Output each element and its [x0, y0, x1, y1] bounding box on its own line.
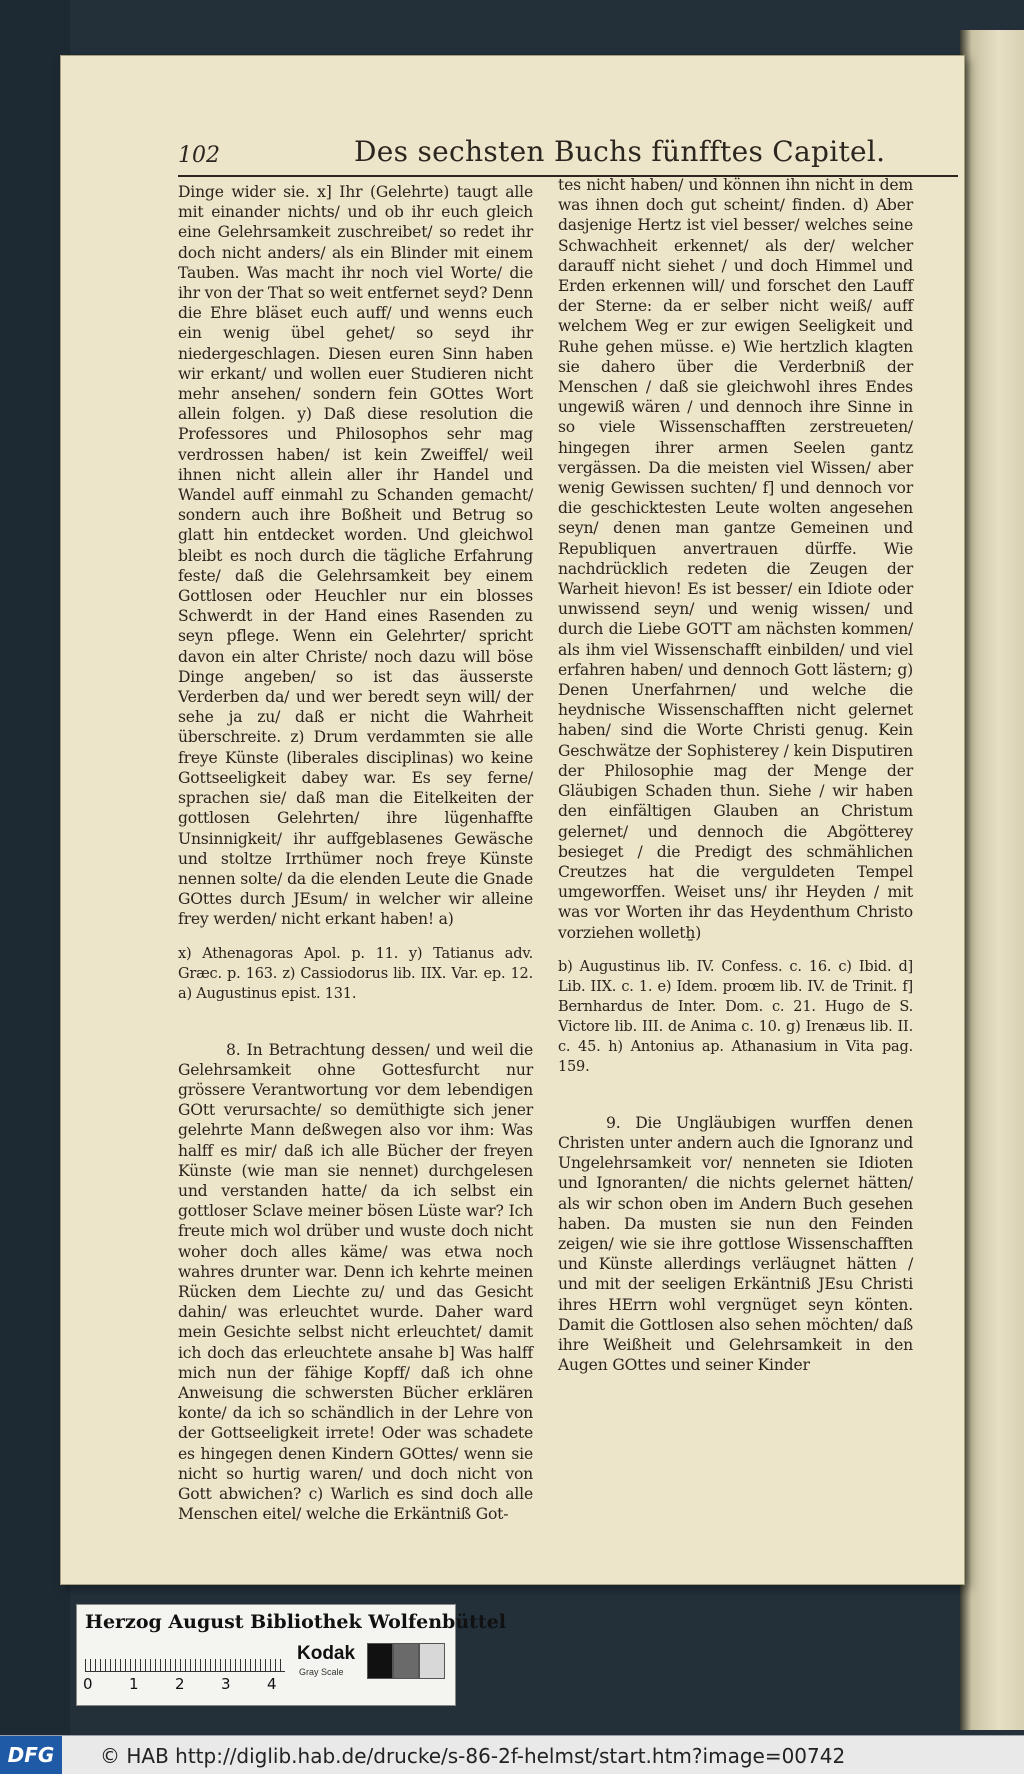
page-number: 102: [178, 143, 220, 168]
left-column: [178, 182, 533, 1524]
scale-ruler: [85, 1645, 285, 1672]
right-footnotes: b) Augustinus lib. IV. Confess. c. 16. c) Ibid. d] Lib. IIX. c. 1. e) Idem. proœm lib. IV. de Trinit. f] Bernhardus de Inter. Dom. c. 21. Hugo de S. Victore lib. III. de Anima c. 10. g) Irenæus lib. II. c. 45. h) Antonius ap. Athanasium in Vita pag. 159.: [558, 958, 913, 1075]
ruler-label: 3: [221, 1675, 231, 1693]
left-paragraph-2: 8. In Betrachtung dessen/ und weil die Gelehrsamkeit ohne Gottesfurcht nur grössere Verantwortung vor dem lebendigen GOtt verursachte/ so demüthigte sich jener gelehrte Mann deßwegen also vor ihm: Was halff es mir/ daß ich alle Bücher der freyen Künste (wie man sie nennet) durchgelesen und verstanden hatte/ da ich selbst ein gottloser Sclave meiner bösen Lüste war? Ich freute mich wol drüber und wuste doch nicht woher doch alles käme/ was etwa noch wahres drunter war. Denn ich kehrte meinen Rücken dem Liechte zu/ und das Gesicht dahin/ was erleuchtet wurde. Daher ward mein Gesichte selbst nicht erleuchtet/ damit ich doch das erleuchtete ansahe b] Was halff mich nun der fähige Kopff/ daß ich ohne Anweisung die schwersten Bücher erklären konte/ da ich so schändlich in der Lehre von der Gottseeligkeit irrete! Oder was schadete es hingegen denen Kindern GOttes/ wenn sie nicht so hurtig waren/ und doch nicht von Gott abwichen? c) Warlich es sind doch alle Menschen eitel/ welche die Erkäntniß Got-: [178, 1040, 533, 1524]
left-paragraph-1: Dinge wider sie. x] Ihr (Gelehrte) taugt alle mit einander nichts/ und ob ihr euch gleich eine Gelehrsamkeit zuschreibet/ so redet ihr doch nicht anders/ als ein Blinder mit einem Tauben. Was macht ihr noch viel Worte/ die ihr von der That so weit entfernet seyd? Denn die Ehre bläset euch auff/ und wenns euch ein wenig übel gehet/ so seyd ihr niedergeschlagen. Diesen euren Sinn haben wir erkant/ und wollen euer Studieren nicht mehr ansehen/ sondern fein GOttes Wort allein folgen. y) Daß diese resolution die Professores und Philosophos sehr mag verdrossen haben/ ist kein Zweiffel/ weil ihnen nicht allein aller ihr Handel und Wandel auff einmahl zu Schanden gemacht/ sondern auch ihre Boßheit und Betrug so glatt hin entdecket worden. Und gleichwol bleibt es noch durch die tägliche Erfahrung feste/ daß die Gelehrsamkeit bey einem Gottlosen oder Heuchler nur ein blosses Schwerdt in der Hand eines Rasenden zu seyn pflege. Wenn ein Gelehrter/ spricht davon ein alter Christe/ noch dazu will böse Dinge angeben/ so ist das äusserste Verderben da/ und wer beredt seyn will/ der sehe ja zu/ daß er nicht die Wahrheit überschreite. z) Drum verdammten sie alle freye Künste (liberales disciplinas) wo keine Gottseeligkeit dabey war. Es sey ferne/ sprachen sie/ daß man die Eitelkeiten der gottlosen Gelehrten/ ihre lügenhaffte Unsinnigkeit/ ihr auffgeblasenes Gewäsche und stoltze Irrthümer noch freye Künste nennen solte/ da die elenden Leute die Gnade GOttes durch JEsum/ in welcher wir alleine frey werden/ nicht erkant haben! a): [178, 183, 534, 929]
book-page: [60, 55, 965, 1585]
gray-patch: [419, 1643, 445, 1679]
library-name: Herzog August Bibliothek Wolfenbüttel: [85, 1611, 506, 1633]
dfg-logo: DFG: [0, 1736, 62, 1774]
kodak-logo: Kodak: [297, 1643, 356, 1664]
color-calibration-card: [76, 1604, 506, 1706]
adjacent-page-edge: [960, 30, 1024, 1730]
source-url: © HAB http://diglib.hab.de/drucke/s-86-2f-helmst/start.htm?image=00742: [100, 1744, 846, 1768]
ruler-label: 1: [129, 1675, 139, 1693]
ruler-label: 2: [175, 1675, 185, 1693]
ruler-label: 0: [83, 1675, 93, 1693]
page-content: [60, 55, 965, 1585]
right-column: [558, 175, 913, 1375]
chapter-title: Des sechsten Buchs fünfftes Capitel.: [354, 135, 886, 168]
right-paragraph-1: tes nicht haben/ und können ihn nicht in dem was ihnen doch gut scheint/ finden. d) Aber dasjenige Hertz ist viel besser/ welches seine Schwachheit erkennet/ als der/ welcher darauff nicht siehet / und doch Himmel und Erden erkennen will/ und forschet den Lauff der Sterne: da er selber nicht weiß/ auff welchem Weg er zur ewigen Seeligkeit und Ruhe gehen müsse. e) Wie hertzlich klagten sie dahero über die Verderbniß der Menschen / daß sie gleichwohl ihres Endes ungewiß wären / und dennoch ihre Sinne in so viele Wissenschafften zerstreueten/ hingegen ihrer armen Seelen gantz vergässen. Da die meisten viel Wissen/ aber wenig Gewissen suchten/ f] und dennoch vor die geschicktesten Leute wolten angesehen seyn/ denen man gantze Gemeinen und Republiquen anvertrauen dürffe. Wie nachdrücklich redeten die Zeugen der Warheit hievon! Es ist besser/ ein Idiote oder unwissend seyn/ und wenig wissen/ und durch die Liebe GOTT am nächsten kommen/ als ihm viel Wissenschafft einbilden/ und viel erfahren haben/ und dennoch Gott lästern; g) Denen Unerfahrnen/ und welche die heydnische Wissenschafften nicht gelernet haben/ sind die Worte Christi genug. Kein Geschwätze der Sophisterey / kein Disputiren der Philosophie mag der Menge der Gläubigen Schaden thun. Siehe / wir haben den einfältigen Glauben an Christum gelernet/ und dennoch die Abgötterey besieget / die Predigt des schmählichen Creutzes hat die verguldeten Tempel umgeworffen. Weiset uns/ ihr Heyden / mit was vor Worten ihr das Heydenthum Christo vorziehen wolletẖ): [558, 176, 913, 942]
right-paragraph-2: 9. Die Ungläubigen wurffen denen Christen unter andern auch die Ignoranz und Ungelehrsamkeit vor/ nenneten sie Idioten und Ignoranten/ die nichts gelernet hätten/ als wir schon oben im Andern Buch gesehen haben. Da musten sie nun den Feinden zeigen/ wie sie ihre gottlose Wissenschafften und Künste allerdings verläugnet hätten / und mit der seeligen Erkäntniß JEsu Christi ihres HErrn wohl vergnüget seyn könten. Damit die Gottlosen also sehen möchten/ daß ihre Weißheit und Gelehrsamkeit in den Augen GOttes und seiner Kinder: [558, 1113, 913, 1375]
left-footnotes: x) Athenagoras Apol. p. 11. y) Tatianus adv. Græc. p. 163. z) Cassiodorus lib. IIX. Var. ep. 12. a) Augustinus epist. 131.: [178, 945, 533, 1002]
gray-patch: [367, 1643, 393, 1679]
footer-bar: [0, 1735, 1024, 1774]
running-head: [178, 135, 958, 177]
gray-patch: [393, 1643, 419, 1679]
ruler-label: 4: [267, 1675, 277, 1693]
gray-scale-label: Gray Scale: [299, 1667, 344, 1677]
